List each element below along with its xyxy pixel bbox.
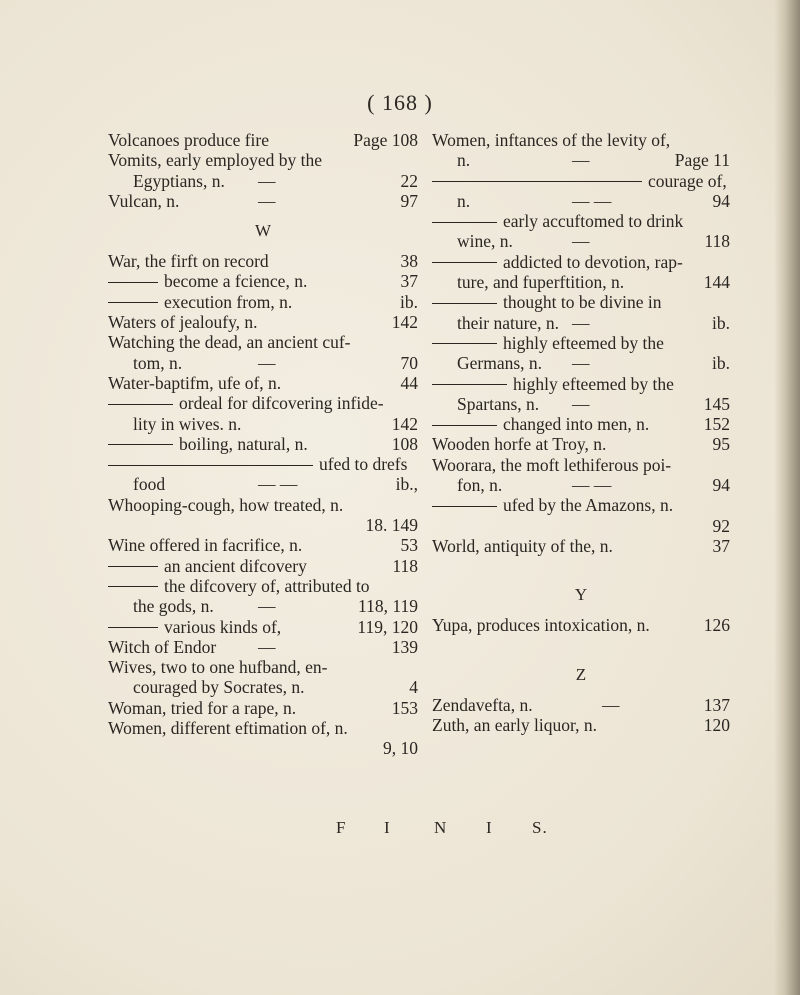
index-entry xyxy=(108,495,418,536)
index-entry-line xyxy=(108,434,418,454)
index-entry-line xyxy=(108,312,418,332)
page-reference: ib. xyxy=(712,312,730,333)
entry-text: couraged by Socrates, n. xyxy=(133,677,305,698)
ditto-rule xyxy=(108,586,158,587)
index-entry xyxy=(108,576,418,617)
page-reference: 139 xyxy=(391,636,418,657)
index-entry xyxy=(432,414,730,434)
leader-dash: — xyxy=(572,393,590,414)
entry-text: World, antiquity of the, n. xyxy=(432,535,613,556)
ditto-rule xyxy=(108,465,313,466)
entry-text: courage of, xyxy=(648,170,727,191)
page-reference: ib. xyxy=(712,353,730,374)
index-entry xyxy=(432,292,730,333)
page-reference: 38 xyxy=(400,251,418,272)
entry-text: ufed to drefs xyxy=(319,454,408,475)
page-reference: 9, 10 xyxy=(383,738,418,759)
index-entry-line xyxy=(108,414,418,434)
entry-text: Volcanoes produce fire xyxy=(108,130,270,150)
index-entry-line xyxy=(432,252,730,272)
leader-dash: — xyxy=(258,352,276,373)
index-entry-line xyxy=(108,617,418,637)
page-reference: 126 xyxy=(703,615,730,636)
page-reference: 144 xyxy=(703,272,730,293)
index-entry-line xyxy=(108,474,418,494)
page-reference: 18. 149 xyxy=(365,515,418,536)
index-entry xyxy=(108,292,418,312)
index-entry-line xyxy=(432,211,730,231)
index-entry-line xyxy=(432,333,730,353)
index-entry xyxy=(108,617,418,637)
index-entry xyxy=(432,130,730,171)
page-reference: 142 xyxy=(391,413,418,434)
page-reference: 4 xyxy=(409,677,418,698)
page-edge-shadow xyxy=(774,0,800,995)
page-number: ( 168 ) xyxy=(367,90,433,115)
index-entry xyxy=(432,715,730,735)
index-entry-line xyxy=(108,556,418,576)
index-entry-line xyxy=(432,292,730,312)
entry-text: an ancient difcovery xyxy=(164,555,307,576)
entry-text: Woman, tried for a rape, n. xyxy=(108,697,297,718)
finis-letter: N xyxy=(434,818,448,837)
leader-dash: — xyxy=(572,231,590,252)
ditto-rule xyxy=(432,506,497,507)
ditto-rule xyxy=(432,425,497,426)
finis-letter: I xyxy=(486,818,493,837)
entry-text: Witch of Endor xyxy=(108,636,217,657)
entry-text: Vulcan, n. xyxy=(108,190,180,211)
page-reference: 70 xyxy=(400,352,418,373)
entry-text: Whooping-cough, how treated, n. xyxy=(108,494,344,515)
index-entry xyxy=(432,333,730,374)
ditto-rule xyxy=(108,282,158,283)
index-entry xyxy=(108,698,418,718)
index-entry-line xyxy=(432,414,730,434)
index-entry xyxy=(432,495,730,536)
page-reference: 37 xyxy=(400,271,418,292)
index-column-left xyxy=(108,130,418,759)
index-entry xyxy=(108,271,418,291)
section-letter-z: Z xyxy=(575,664,587,684)
entry-text: food xyxy=(133,474,166,495)
leader-dash: — xyxy=(572,150,590,171)
page-reference: 118 xyxy=(704,231,730,252)
finis-letter: I xyxy=(384,818,391,837)
leader-dash: — — xyxy=(258,474,298,495)
index-entry-line xyxy=(432,475,730,495)
index-entry xyxy=(108,657,418,698)
page-reference: 108 xyxy=(391,433,418,454)
index-section-y xyxy=(432,615,730,635)
entry-text: n. xyxy=(457,150,471,171)
entry-text: Wooden horfe at Troy, n. xyxy=(432,434,607,455)
entry-text: Water-baptifm, ufe of, n. xyxy=(108,372,282,393)
finis-letter: F xyxy=(336,818,347,837)
index-entry-line xyxy=(432,516,730,536)
index-entry-line xyxy=(108,332,418,352)
page-reference: Page 108 xyxy=(353,130,418,150)
ditto-rule xyxy=(108,444,173,445)
index-entry-line xyxy=(108,373,418,393)
index-entry-line xyxy=(108,271,418,291)
index-entry-line xyxy=(432,353,730,373)
index-entry xyxy=(432,171,730,212)
leader-dash: — — xyxy=(572,190,612,211)
entry-text: highly efteemed by the xyxy=(503,332,664,353)
entry-text: Zendavefta, n. xyxy=(432,694,533,715)
entry-text: tom, n. xyxy=(133,352,183,373)
index-entry-line xyxy=(432,374,730,394)
section-letter-y: Y xyxy=(574,585,588,605)
index-entry xyxy=(432,536,730,556)
index-entry xyxy=(108,393,418,434)
index-entry xyxy=(108,454,418,495)
page-reference: 95 xyxy=(712,434,730,455)
leader-dash: — xyxy=(572,312,590,333)
index-entry-line xyxy=(108,171,418,191)
page-reference: 137 xyxy=(703,694,730,715)
index-entry-line xyxy=(432,695,730,715)
leader-dash: — — xyxy=(572,475,612,496)
index-entry xyxy=(432,374,730,415)
index-entry-line xyxy=(108,150,418,170)
page-reference: ib., xyxy=(395,474,418,495)
entry-text: Women, different eftimation of, n. xyxy=(108,718,348,739)
index-entry xyxy=(432,455,730,496)
entry-text: Zuth, an early liquor, n. xyxy=(432,714,598,735)
entry-text: Wives, two to one hufband, en- xyxy=(108,657,328,678)
ditto-rule xyxy=(432,343,497,344)
index-section-z xyxy=(432,695,730,736)
page-reference: 120 xyxy=(703,714,730,735)
entry-text: Vomits, early employed by the xyxy=(108,150,323,171)
entry-text: ordeal for difcovering infide- xyxy=(179,393,384,414)
index-entry-line xyxy=(432,615,730,635)
ditto-rule xyxy=(432,384,507,385)
index-entry-line xyxy=(432,455,730,475)
entry-text: the difcovery of, attributed to xyxy=(164,575,370,596)
page-reference: 94 xyxy=(712,475,730,496)
page-reference: 153 xyxy=(391,697,418,718)
index-entry-line xyxy=(108,495,418,515)
index-entry xyxy=(108,535,418,555)
index-entry xyxy=(432,211,730,252)
entry-text: War, the firft on record xyxy=(108,251,269,272)
leader-dash: — xyxy=(258,170,276,191)
entry-text: boiling, natural, n. xyxy=(179,433,308,454)
entry-text: Yupa, produces intoxication, n. xyxy=(432,615,650,636)
index-entry-line xyxy=(432,191,730,211)
page-reference: 118, 119 xyxy=(358,596,418,617)
page-reference: 94 xyxy=(712,190,730,211)
index-column-right xyxy=(432,130,730,735)
index-entry-line xyxy=(432,231,730,251)
entry-text: Egyptians, n. xyxy=(133,170,225,191)
entry-text: the gods, n. xyxy=(133,596,214,617)
leader-dash: — xyxy=(572,353,590,374)
leader-dash: — xyxy=(602,694,620,715)
index-entry xyxy=(108,373,418,393)
index-entry-line xyxy=(108,698,418,718)
entry-text: Wine offered in facrifice, n. xyxy=(108,535,303,556)
entry-text: Woorara, the moft lethiferous poi- xyxy=(432,454,672,475)
index-entry xyxy=(108,718,418,759)
index-entry-line xyxy=(432,394,730,414)
entry-text: addicted to devotion, rap- xyxy=(503,251,683,272)
entry-text: Waters of jealoufy, n. xyxy=(108,312,258,333)
page-reference: 44 xyxy=(400,372,418,393)
index-entry xyxy=(108,312,418,332)
index-entry-line xyxy=(108,637,418,657)
index-entry-line xyxy=(432,434,730,454)
index-entry-line xyxy=(432,715,730,735)
index-entry-line xyxy=(108,251,418,271)
index-entry-line xyxy=(432,130,730,150)
entry-text: their nature, n. xyxy=(457,312,560,333)
section-letter-w: W xyxy=(254,221,272,241)
index-entry-line xyxy=(432,313,730,333)
index-entry-line xyxy=(108,535,418,555)
index-entry xyxy=(108,637,418,657)
index-entry xyxy=(108,332,418,373)
index-section-w xyxy=(108,251,418,758)
entry-text: various kinds of, xyxy=(164,616,282,637)
index-entry-line xyxy=(108,677,418,697)
entry-text: execution from, n. xyxy=(164,291,293,312)
page-reference: 119, 120 xyxy=(357,616,418,637)
page-reference: 37 xyxy=(712,535,730,556)
page-reference: Page 11 xyxy=(674,150,730,171)
entry-text: highly efteemed by the xyxy=(513,373,674,394)
entry-text: become a fcience, n. xyxy=(164,271,308,292)
entry-text: Germans, n. xyxy=(457,353,543,374)
index-entry xyxy=(108,251,418,271)
finis-letter: S. xyxy=(532,818,548,837)
index-entry-line xyxy=(108,130,418,150)
index-entry xyxy=(432,252,730,293)
index-entry-line xyxy=(108,596,418,616)
index-entry xyxy=(432,695,730,715)
index-entry xyxy=(108,130,418,150)
index-entry-line xyxy=(108,191,418,211)
entry-text: Spartans, n. xyxy=(457,393,540,414)
entry-text: Watching the dead, an ancient cuf- xyxy=(108,332,351,353)
index-entry-line xyxy=(108,738,418,758)
leader-dash: — xyxy=(258,190,276,211)
ditto-rule xyxy=(432,222,497,223)
leader-dash: — xyxy=(258,636,276,657)
index-entry-line xyxy=(432,272,730,292)
index-entry-line xyxy=(108,576,418,596)
index-section-v xyxy=(108,130,418,211)
page-reference: 22 xyxy=(400,170,418,191)
index-entry xyxy=(432,434,730,454)
ditto-rule xyxy=(432,262,497,263)
entry-text: early accuftomed to drink xyxy=(503,211,684,232)
page-reference: 92 xyxy=(712,515,730,536)
page-reference: 142 xyxy=(391,312,418,333)
ditto-rule xyxy=(108,566,158,567)
page-reference: ib. xyxy=(400,291,418,312)
entry-text: ufed by the Amazons, n. xyxy=(503,495,674,516)
index-entry xyxy=(108,434,418,454)
entry-text: fon, n. xyxy=(457,475,503,496)
ditto-rule xyxy=(108,627,158,628)
index-entry-line xyxy=(108,353,418,373)
index-entry xyxy=(108,150,418,191)
entry-text: ture, and fuperftition, n. xyxy=(457,272,625,293)
page-reference: 118 xyxy=(392,555,418,576)
index-entry-line xyxy=(108,657,418,677)
entry-text: lity in wives. n. xyxy=(133,413,242,434)
leader-dash: — xyxy=(258,596,276,617)
index-entry-line xyxy=(432,536,730,556)
ditto-rule xyxy=(108,404,173,405)
page-reference: 152 xyxy=(703,414,730,435)
index-entry-line xyxy=(108,393,418,413)
index-entry-line xyxy=(432,171,730,191)
entry-text: thought to be divine in xyxy=(503,292,662,313)
index-entry xyxy=(108,191,418,211)
index-entry-line xyxy=(108,454,418,474)
index-entry-line xyxy=(108,515,418,535)
page-reference: 53 xyxy=(400,535,418,556)
index-entry-line xyxy=(108,292,418,312)
index-entry-line xyxy=(108,718,418,738)
index-entry xyxy=(108,556,418,576)
entry-text: n. xyxy=(457,190,471,211)
entry-text: Women, inftances of the levity of, xyxy=(432,130,671,150)
entry-text: changed into men, n. xyxy=(503,414,650,435)
page-reference: 145 xyxy=(703,393,730,414)
ditto-rule xyxy=(432,303,497,304)
ditto-rule xyxy=(108,302,158,303)
index-section-w-continued xyxy=(432,130,730,556)
ditto-rule xyxy=(432,181,642,182)
index-entry-line xyxy=(432,495,730,515)
entry-text: wine, n. xyxy=(457,231,513,252)
index-entry-line xyxy=(432,150,730,170)
index-entry xyxy=(432,615,730,635)
page-reference: 97 xyxy=(400,190,418,211)
